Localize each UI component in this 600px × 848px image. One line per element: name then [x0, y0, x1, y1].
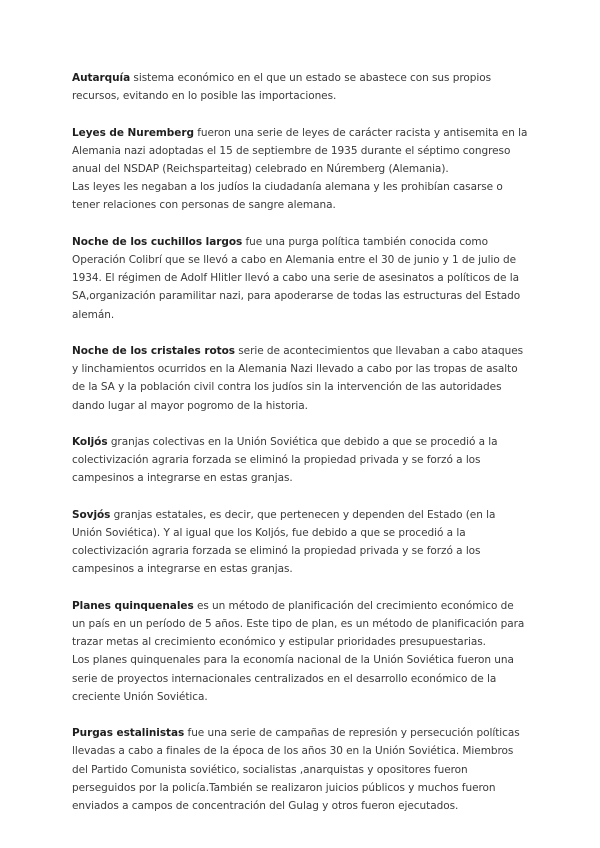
entry-paragraph	[72, 433, 528, 488]
entry-paragraph	[72, 597, 528, 652]
entry-paragraph: Las leyes les negaban a los judíos la ciudadanía alemana y les prohibían casarse o tener relaciones con personas de sangre alemana.	[72, 181, 503, 212]
entry-definition: granjas colectivas en la Unión Soviética que debido a que se procedió a la colectivización agraria forzada se eliminó la propiedad privada y se forzó a los campesinos a integrarse en estas granjas.	[72, 436, 498, 485]
glossary-entry-purgas-estalinistas	[72, 724, 528, 815]
entry-definition: fue una serie de campañas de represión y persecución políticas llevadas a cabo a finales de la época de los años 30 en la Unión Soviética. Miembros del Partido Comunista soviético, socialistas ,anarquistas y opositores fueron perseguidos por la policía.También se realizaron juicios públicos y muchos fueron enviados a campos de concentración del Gulag y otros fueron ejecutados.	[72, 727, 520, 813]
entry-definition: serie de acontecimientos que llevaban a cabo ataques y linchamientos ocurridos en la Alemania Nazi llevado a cabo por las tropas de asalto de la SA y la población civil contra los judíos sin la intervención de las autoridades dando lugar al mayor pogromo de la historia.	[72, 345, 524, 412]
entry-paragraph	[72, 124, 528, 179]
entry-paragraph	[72, 233, 528, 324]
glossary-entry-planes-quinquenales	[72, 597, 528, 706]
entry-term: Planes quinquenales	[72, 599, 194, 612]
glossary-entry-noche-cristales-rotos	[72, 342, 528, 415]
entry-term: Noche de los cristales rotos	[72, 345, 235, 357]
entry-term: Autarquía	[72, 72, 131, 84]
entry-definition: sistema económico en el que un estado se abastece con sus propios recursos, evitando en lo posible las importaciones.	[72, 72, 492, 103]
entry-paragraph	[72, 69, 528, 105]
entry-paragraph	[72, 342, 528, 415]
glossary-entry-autarquia	[72, 69, 528, 105]
entry-paragraph	[72, 506, 528, 579]
glossary-entry-leyes-de-nuremberg	[72, 124, 528, 215]
entry-definition: es un método de planificación del crecimiento económico de un país en un período de 5 años. Este tipo de plan, es un método de planificación para trazar metas al crecimiento económico y estipular prioridades presupuestarias.	[72, 599, 525, 649]
glossary-entry-noche-cuchillos-largos	[72, 233, 528, 324]
entry-paragraph	[72, 724, 528, 815]
entry-term: Purgas estalinistas	[72, 727, 185, 740]
entry-paragraph: Los planes quinquenales para la economía nacional de la Unión Soviética fueron una serie de proyectos internacionales centralizados en el desarrollo económico de la creciente Unión Soviética.	[72, 654, 514, 703]
entry-term: Koljós	[72, 436, 108, 448]
entry-definition: fueron una serie de leyes de carácter racista y antisemita en la Alemania nazi adoptadas el 15 de septiembre de 1935 durante el séptimo congreso anual del NSDAP (Reichsparteitag) celebrado en Núremberg (Alemania).	[72, 126, 528, 175]
entry-definition: granjas estatales, es decir, que pertenecen y dependen del Estado (en la Unión Soviética). Y al igual que los Koljós, fue debido a que se procedió a la colectivización agraria forzada se eliminó la propiedad privada y se forzó a los campesinos a integrarse en estas granjas.	[72, 508, 496, 576]
entry-definition: fue una purga política también conocida como Operación Colibrí que se llevó a cabo en Alemania entre el 30 de junio y 1 de julio de 1934. El régimen de Adolf Hlitler llevó a cabo una serie de asesinatos a políticos de la SA,organización paramilitar nazi, para apoderarse de todas las estructuras del Estado alemán.	[72, 235, 521, 321]
glossary	[72, 69, 528, 833]
entry-term: Noche de los cuchillos largos	[72, 235, 243, 248]
entry-term: Sovjós	[72, 508, 111, 521]
entry-term: Leyes de Nuremberg	[72, 126, 194, 139]
glossary-entry-sovjos	[72, 506, 528, 579]
glossary-entry-koljos	[72, 433, 528, 488]
